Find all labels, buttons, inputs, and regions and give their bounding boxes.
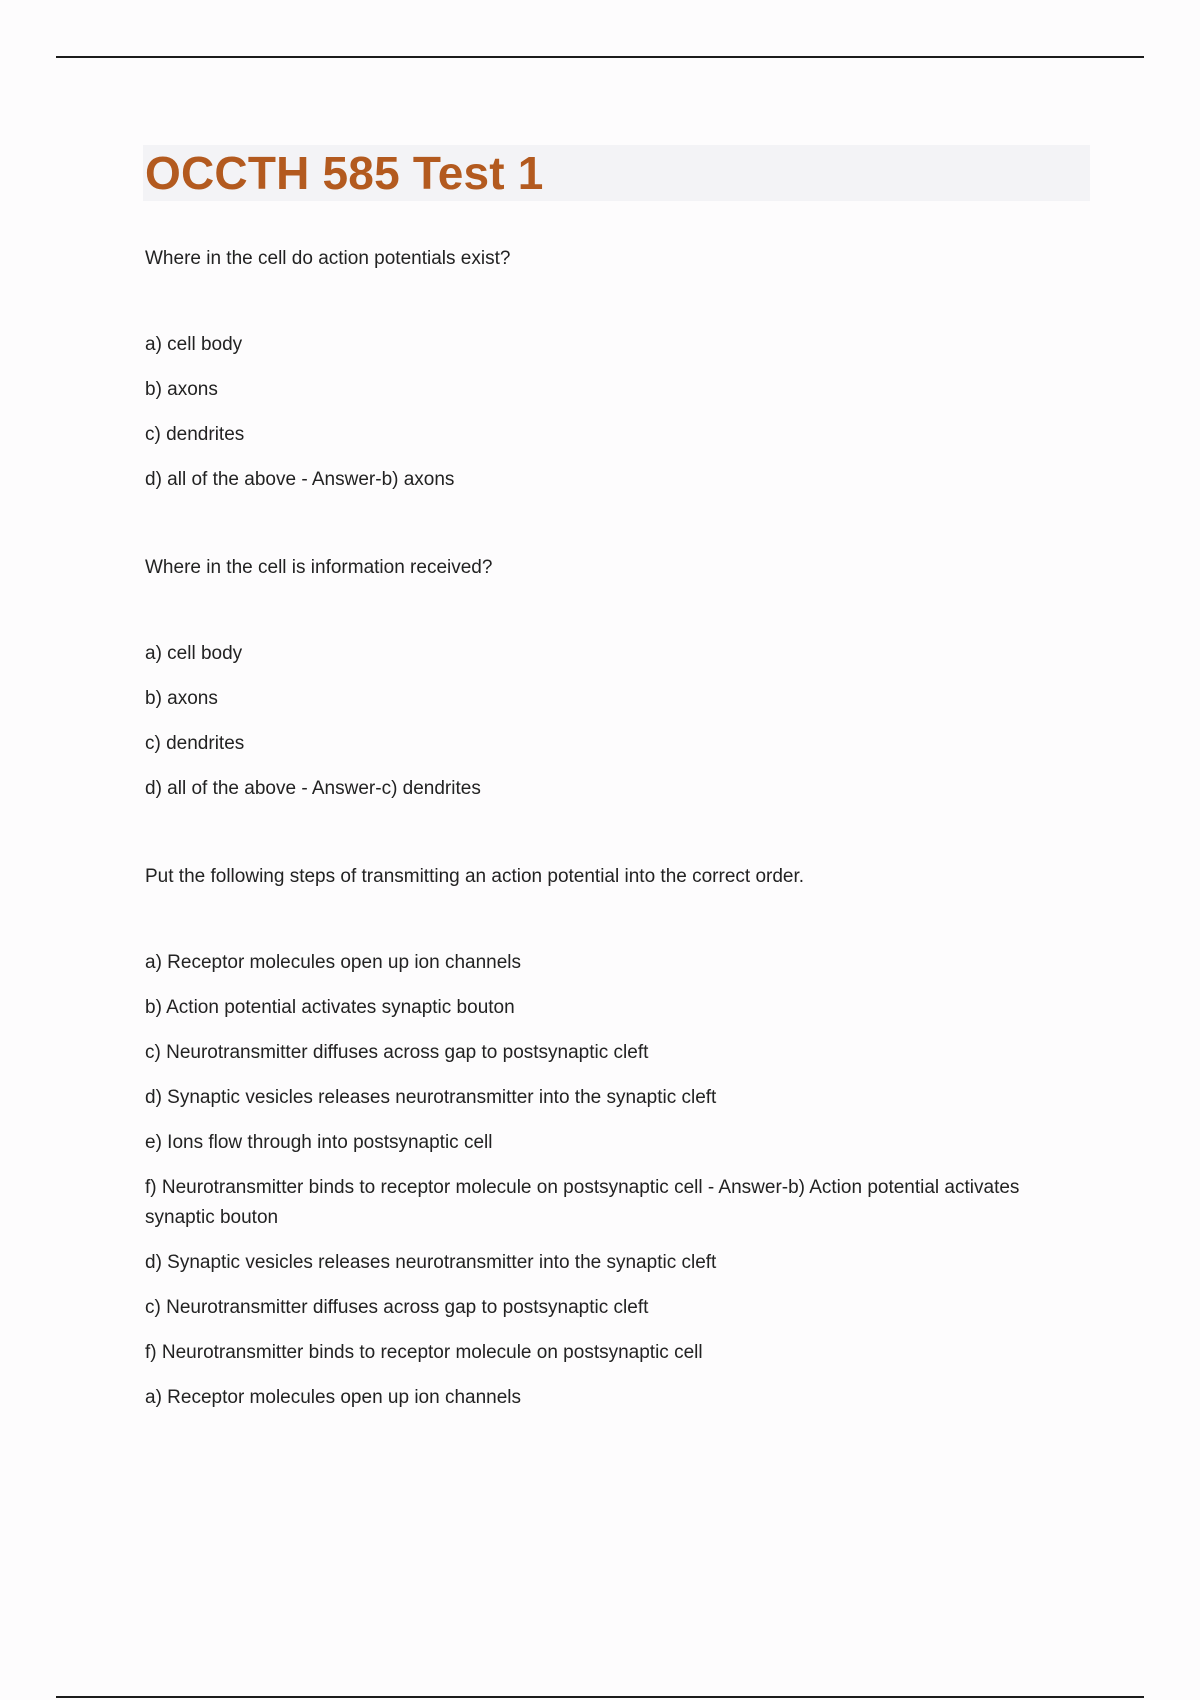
answer-option: c) Neurotransmitter diffuses across gap to postsynaptic cleft [145,1042,649,1063]
answer-option-with-key: f) Neurotransmitter binds to receptor molecule on postsynaptic cell - Answer-b) Action potential activates synaptic bouton [145,1177,1020,1228]
question-2 [145,555,1090,804]
answer-option: b) Action potential activates synaptic bouton [145,997,515,1018]
question-3 [145,864,1090,1413]
answer-sequence-step: a) Receptor molecules open up ion channels [145,1387,522,1408]
header-rule [56,56,1144,58]
answer-option: e) Ions flow through into postsynaptic cell [145,1132,493,1153]
answer-sequence-step: f) Neurotransmitter binds to receptor molecule on postsynaptic cell [145,1342,703,1363]
answer-sequence-step: d) Synaptic vesicles releases neurotransmitter into the synaptic cleft [145,1252,717,1273]
answer-option-with-key: d) all of the above - Answer-c) dendrites [145,778,481,799]
title-band [143,145,1090,201]
question-prompt: Put the following steps of transmitting an action potential into the correct order. [145,866,805,887]
answer-option: b) axons [145,688,218,709]
answer-option: c) dendrites [145,733,245,754]
answer-option: b) axons [145,379,218,400]
document-title: OCCTH 585 Test 1 [145,147,544,199]
question-prompt: Where in the cell do action potentials exist? [145,248,511,269]
question-prompt: Where in the cell is information received? [145,557,493,578]
answer-sequence-step: c) Neurotransmitter diffuses across gap to postsynaptic cleft [145,1297,649,1318]
answer-option: a) Receptor molecules open up ion channels [145,952,522,973]
answer-option-with-key: d) all of the above - Answer-b) axons [145,469,455,490]
answer-option: a) cell body [145,643,243,664]
document-body [145,145,1090,1413]
answer-option: a) cell body [145,334,243,355]
question-1 [145,246,1090,495]
answer-option: c) dendrites [145,424,245,445]
answer-option: d) Synaptic vesicles releases neurotransmitter into the synaptic cleft [145,1087,717,1108]
footer-rule [56,1696,1144,1698]
